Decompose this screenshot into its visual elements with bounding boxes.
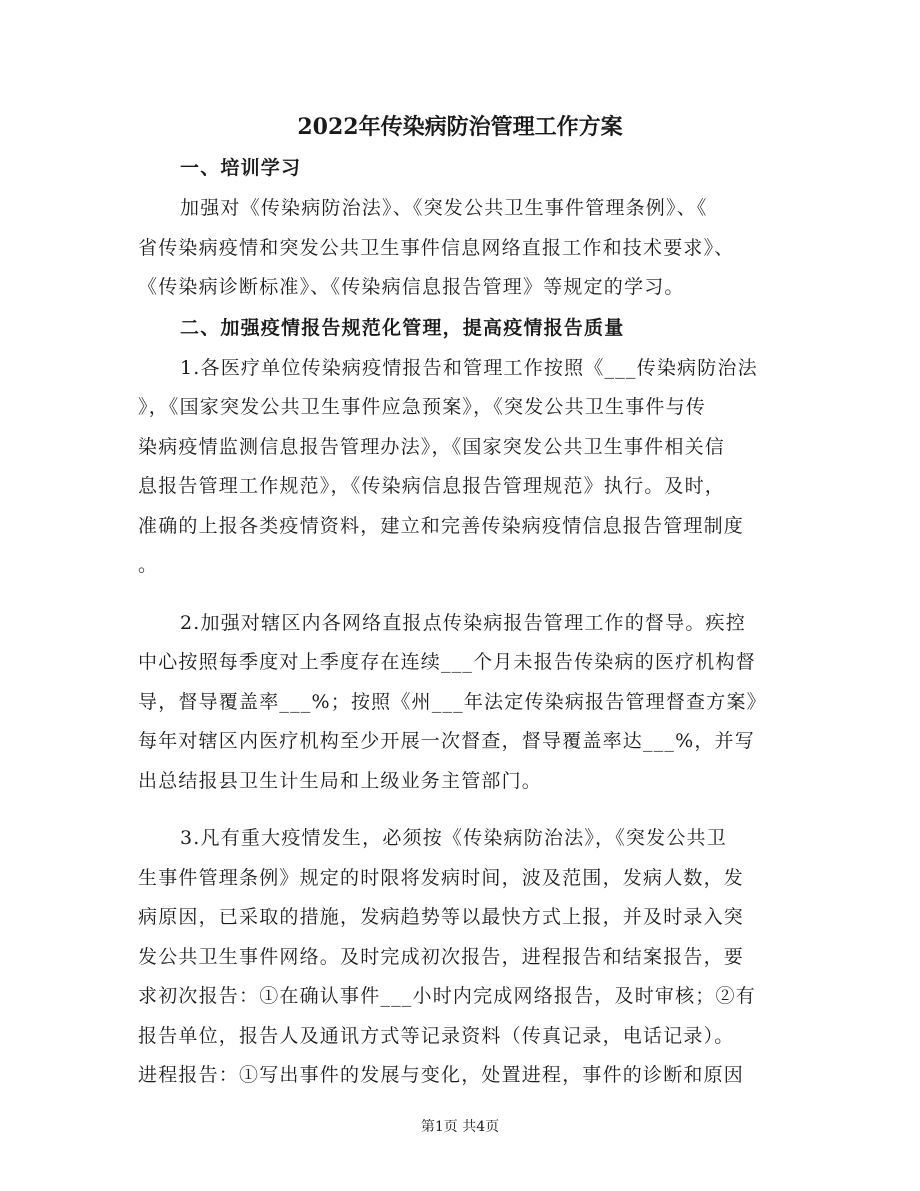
paragraph-line: 发公共卫生事件网络。及时完成初次报告，进程报告和结案报告，要 xyxy=(138,945,745,968)
paragraph-line: 求初次报告：①在确认事件___小时内完成网络报告，及时审核；②有 xyxy=(138,985,756,1007)
paragraph-line: 《传染病诊断标准》、《传染病信息报告管理》等规定的学习。 xyxy=(138,276,685,298)
paragraph-line: 出总结报县卫生计生局和上级业务主管部门。 xyxy=(138,769,543,792)
paragraph-line: 。 xyxy=(138,554,159,576)
paragraph-line: 每年对辖区内医疗机构至少开展一次督查，督导覆盖率达___%，并写 xyxy=(138,730,755,752)
paragraph-line: 加强对《传染病防治法》、《突发公共卫生事件管理条例》、《 xyxy=(180,197,708,219)
section-heading-training: 一、培训学习 xyxy=(180,157,302,179)
paragraph-line: 省传染病疫情和突发公共卫生事件信息网络直报工作和技术要求》、 xyxy=(138,236,735,259)
paragraph-line: 导，督导覆盖率___%；按照《州___年法定传染病报告管理督查方案》 xyxy=(138,690,767,713)
document-body xyxy=(138,148,798,1096)
section-heading-reporting: 二、加强疫情报告规范化管理，提高疫情报告质量 xyxy=(180,316,625,339)
paragraph-line: 2.加强对辖区内各网络直报点传染病报告管理工作的督导。疾控 xyxy=(180,611,746,634)
page-number: 第1页 共4页 xyxy=(420,1119,500,1135)
paragraph-line: 病原因，已采取的措施，发病趋势等以最快方式上报，并及时录入突 xyxy=(138,906,745,928)
paragraph-line: 1.各医疗单位传染病疫情报告和管理工作按照《___传染病防治法 xyxy=(180,356,758,379)
paragraph-line: 生事件管理条例》规定的时限将发病时间，波及范围，发病人数，发 xyxy=(138,866,745,889)
paragraph-line: 中心按照每季度对上季度存在连续___个月未报告传染病的医疗机构督 xyxy=(138,651,756,673)
paragraph-gap xyxy=(138,586,798,604)
paragraph-line: 进程报告：①写出事件的发展与变化，处置进程，事件的诊断和原因 xyxy=(138,1064,745,1086)
paragraph-line: 报告单位，报告人及通讯方式等记录资料（传真记录，电话记录）。 xyxy=(138,1024,735,1047)
paragraph-line: 准确的上报各类疫情资料，建立和完善传染病疫情信息报告管理制度 xyxy=(138,514,745,537)
paragraph-line: 》，《国家突发公共卫生事件应急预案》，《突发公共卫生事件与传 xyxy=(138,396,707,418)
paragraph-line: 息报告管理工作规范》，《传染病信息报告管理规范》执行。及时， xyxy=(138,475,726,497)
document-title: 2022年传染病防治管理工作方案 xyxy=(297,114,623,140)
paragraph-line: 染病疫情监测信息报告管理办法》，《国家突发公共卫生事件相关信 xyxy=(138,435,726,458)
paragraph-line: 3.凡有重大疫情发生，必须按《传染病防治法》，《突发公共卫 xyxy=(180,827,727,849)
paragraph-gap xyxy=(138,801,798,819)
